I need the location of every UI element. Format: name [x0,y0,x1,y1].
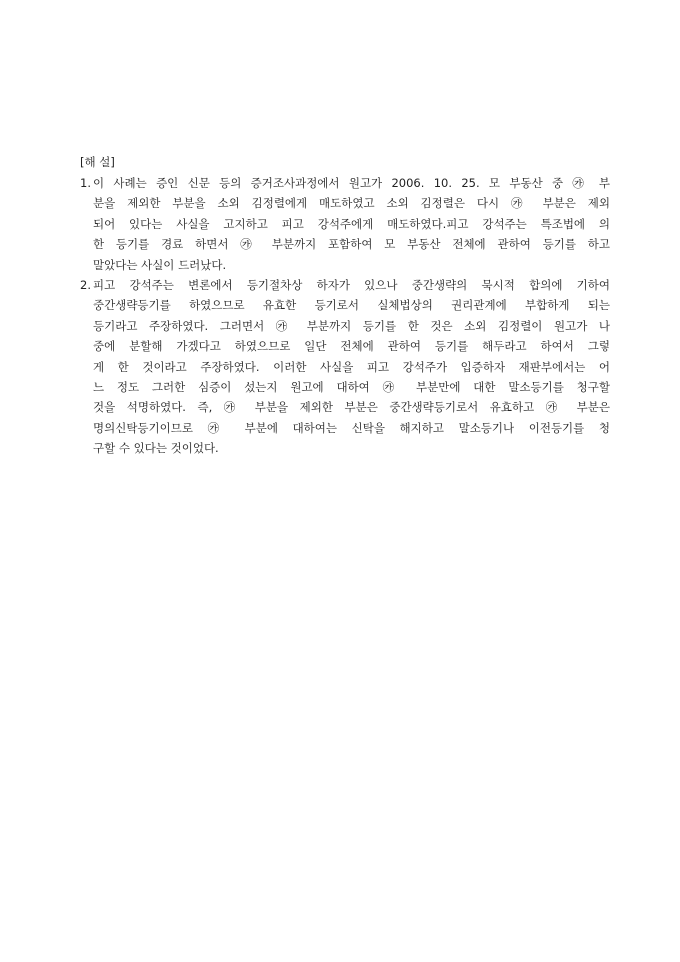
paragraph-line: 이 사례는 증인 신문 등의 증거조사과정에서 원고가 2006. 10. 25. 모 부동산 중 ㉮ 부 [93,176,610,190]
paragraph-line: 명의신탁등기이므로 ㉮ 부분에 대하여는 신탁을 해지하고 말소등기나 이전등기를 청 [93,420,610,435]
numbered-paragraph-1 [80,173,610,275]
paragraph-line: 느 정도 그러한 심증이 섰는지 원고에 대하여 ㉮ 부분만에 대한 말소등기를 청구할 [93,379,610,394]
paragraph-line: 한 등기를 경료 하면서 ㉮ 부분까지 포함하여 모 부동산 전체에 관하여 등기를 하고 [93,237,610,252]
paragraph-line: 말았다는 사실이 드러났다. [93,257,227,272]
paragraph-number: 2. [80,278,91,292]
paragraph-line: 것을 석명하였다. 즉, ㉮ 부분을 제외한 부분은 중간생략등기로서 유효하고 ㉮ 부분은 [93,400,610,415]
paragraph-line: 중간생략등기를 하였으므로 유효한 등기로서 실체법상의 권리관계에 부합하게 되는 [93,298,610,313]
section-heading: [해 설] [80,155,115,169]
paragraph-line: 분을 제외한 부분을 소외 김정렬에게 매도하였고 소외 김정렬은 다시 ㉮ 부분은 제외 [93,196,610,211]
paragraph-line: 중에 분할해 가겠다고 하였으므로 일단 전체에 관하여 등기를 해두라고 하여서 그렇 [93,339,610,354]
paragraph-line: 되어 있다는 사실을 고지하고 피고 강석주에게 매도하였다.피고 강석주는 특조법에 의 [93,216,610,231]
paragraph-line: 등기라고 주장하였다. 그러면서 ㉮ 부분까지 등기를 한 것은 소외 김정렬이 원고가 나 [93,318,610,333]
paragraph-number: 1. [80,176,91,190]
paragraph-line: 피고 강석주는 변론에서 등기절차상 하자가 있으나 중간생략의 묵시적 합의에 기하여 [93,278,610,292]
paragraph-line: 구할 수 있다는 것이었다. [93,441,219,456]
numbered-paragraph-2 [80,275,610,459]
paragraph-line: 게 한 것이라고 주장하였다. 이러한 사실을 피고 강석주가 입증하자 재판부에서는 어 [93,359,610,374]
